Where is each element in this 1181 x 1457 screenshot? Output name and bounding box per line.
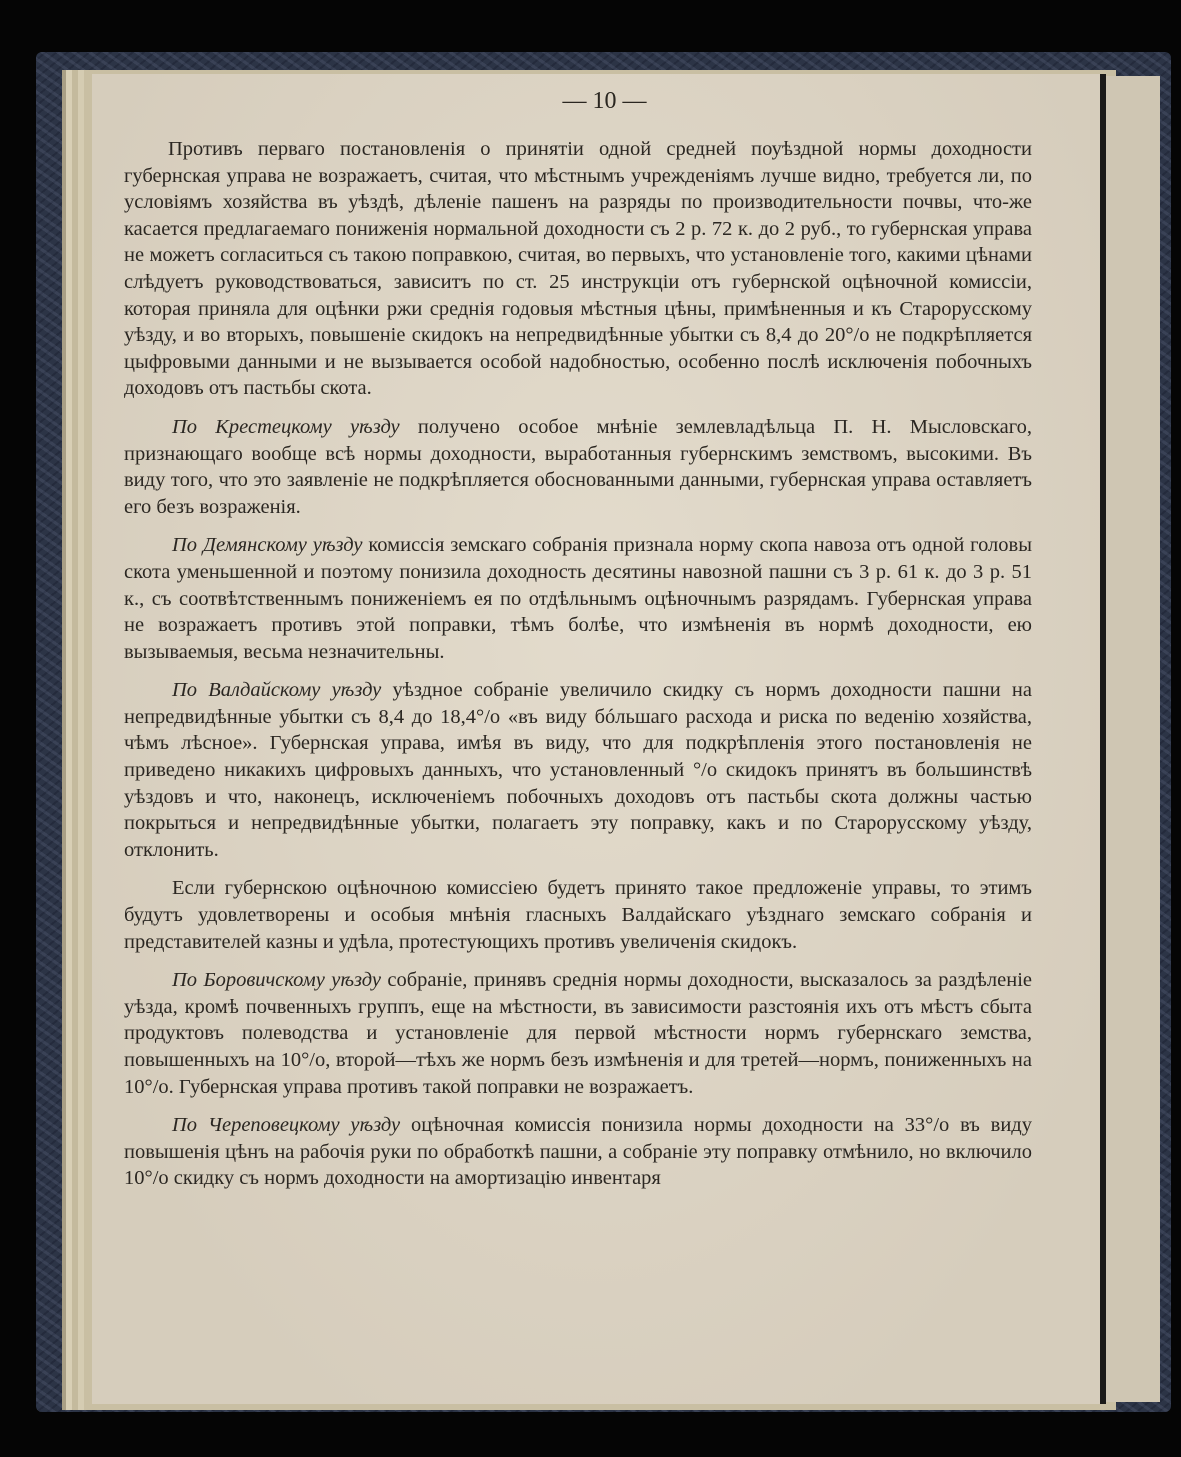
paragraph-lead: По Крестецкому уѣзду [172,415,400,438]
facing-page-edge [1106,76,1160,1402]
paragraph-text: получено особое мнѣніе землевладѣльца П. Н. Мысловскаго, признающаго вообще всѣ нормы доходности, выработанныя губернскимъ земствомъ, высокими. Въ виду того, что это заявленіе не подкрѣпляется обоснованными данными, губернская управа оставляетъ его безъ возраженія. [124,415,1032,518]
paragraph [124,677,1032,863]
page-number: — 10 — [562,88,647,114]
paragraph-lead: По Демянскому уѣзду [172,534,363,557]
paragraph [124,414,1032,520]
paragraph-text: Противъ перваго постановленія о принятіи одной средней поуѣздной нормы доходности губернская управа не возражаетъ, считая, что мѣстнымъ учрежденіямъ лучше видно, требуется ли, по условіямъ хозяйства въ уѣздѣ, дѣленіе пашенъ на разряды по производительности почвы, что-же касается предлагаемаго пониженія нормальной доходности съ 2 р. 72 к. до 2 руб., то губернская управа не можетъ согласиться съ такою поправкою, считая, во первыхъ, что установленіе того, какими цѣнами слѣдуетъ руководствоваться, зависитъ по ст. 25 инструкціи отъ губернской оцѣночной комиссіи, которая приняла для оцѣнки ржи среднія годовыя мѣстныя цѣны, примѣненныя и къ Старорусскому уѣзду, и во вторыхъ, повышеніе скидокъ на непредвидѣнные убытки съ 8,4 до 20°/о не подкрѣпляется цыфровыми данными и не вызывается особой надобностью, особенно послѣ исключенія побочныхъ доходовъ отъ пастьбы скота. [124,138,1032,400]
paragraph-text: собраніе, принявъ среднія нормы доходности, высказалось за раздѣленіе уѣзда, кромѣ почвенныхъ группъ, еще на мѣстности, въ зависимости разстоянія ихъ отъ мѣстъ сбыта продуктовъ полеводства и установленіе для первой мѣстности нормъ губернскаго земства, повышенныхъ на 10°/о, второй—тѣхъ же нормъ безъ измѣненія и для третей—нормъ, пониженныхъ на 10°/о. Губернская управа противъ такой поправки не возражаетъ. [124,969,1032,1098]
paragraph-text: комиссія земскаго собранія признала норму скопа навоза отъ одной головы скота уменьшенной и поэтому понизила доходность десятины навозной пашни съ 3 р. 61 к. до 3 р. 51 к., съ соотвѣтственнымъ пониженіемъ ея по отдѣльнымъ оцѣночнымъ разрядамъ. Губернская управа не возражаетъ противъ этой поправки, тѣмъ болѣе, что измѣненія въ нормѣ доходности, ею вызываемыя, весьма незначительны. [124,534,1032,663]
body-text [124,136,1032,1204]
paragraph-lead: По Боровичскому уѣзду [172,969,381,992]
paragraph-text: оцѣночная комиссія понизила нормы доходности на 33°/о въ виду повышенія цѣнъ на рабочія руки по обработкѣ пашни, а собраніе эту поправку отмѣнило, но включило 10°/о скидку съ нормъ доходности на амортизацію инвентаря [124,1114,1032,1190]
paragraph [124,967,1032,1100]
paragraph-text: уѣздное собраніе увеличило скидку съ нормъ доходности пашни на непредвидѣнные убытки съ 8,4 до 18,4°/о «въ виду бóльшаго расхода и риска по веденію хозяйства, чѣмъ лѣсное». Губернская управа, имѣя въ виду, что для подкрѣпленія этого постановленія не приведено никакихъ цифровыхъ данныхъ, что установленный °/о скидокъ принятъ въ большинствѣ уѣздовъ и что, наконецъ, исключеніемъ побочныхъ доходовъ отъ пастьбы скота должны частью покрыться и непредвидѣнные убытки, полагаетъ эту поправку, какъ и по Старорусскому уѣзду, отклонить. [124,679,1032,861]
paragraph [124,875,1032,955]
paragraph [124,1112,1032,1192]
paragraph [124,136,1032,402]
paragraph-text: Если губернскою оцѣночною комиссіею будетъ принято такое предложеніе управы, то этимъ будутъ удовлетворены и особыя мнѣнія гласныхъ Валдайскаго уѣзднаго земскаго собранія и представителей казны и удѣла, протестующихъ противъ увеличенія скидокъ. [124,877,1032,953]
paragraph [124,532,1032,665]
paragraph-lead: По Валдайскому уѣзду [172,679,382,702]
paragraph-lead: По Череповецкому уѣзду [172,1114,401,1137]
